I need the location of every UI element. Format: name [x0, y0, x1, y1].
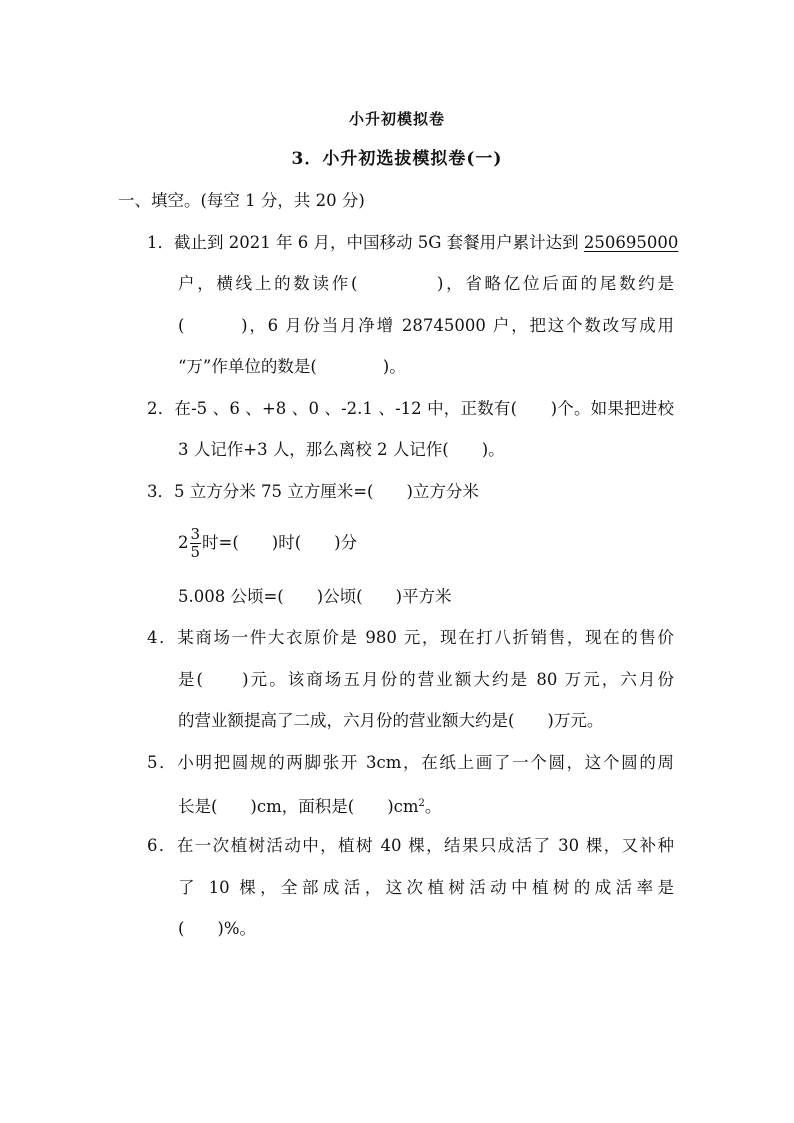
section-heading: 一、填空。(每空 1 分，共 20 分) — [118, 191, 365, 210]
exam-series-title: 小升初模拟卷 — [348, 110, 445, 128]
q1-line-3: ( )，6 月份当月净增 28745000 户，把这个数改写成用 — [178, 316, 674, 335]
fraction-numerator: 3 — [190, 525, 201, 543]
q3-line-2 — [178, 520, 357, 566]
q6-line-1: 6．在一次植树活动中，植树 40 棵，结果只成活了 30 棵，又补种 — [147, 836, 674, 855]
q5-line-1: 5．小明把圆规的两脚张开 3cm，在纸上画了一个圆，这个圆的周 — [147, 753, 674, 772]
q1-line-4: “万”作单位的数是( )。 — [178, 357, 406, 376]
q4-line-3: 的营业额提高了二成，六月份的营业额大约是( )万元。 — [178, 711, 604, 730]
superscript: 2 — [418, 798, 425, 809]
q3-line-1: 3．5 立方分米 75 立方厘米=( )立方分米 — [147, 482, 479, 501]
q2-line-2: 3 人记作+3 人，那么离校 2 人记作( )。 — [178, 440, 505, 459]
q6-line-3: ( )%。 — [178, 919, 257, 938]
q1-line-2: 户，横线上的数读作( )，省略亿位后面的尾数约是 — [178, 274, 674, 293]
q4-line-1: 4．某商场一件大衣原价是 980 元，现在打八折销售，现在的售价 — [147, 628, 674, 647]
mixed-number-whole: 2 — [178, 533, 189, 552]
q6-line-2: 了 10 棵，全部成活，这次植树活动中植树的成活率是 — [178, 878, 674, 897]
q3-line-2-text: 时=( )时( )分 — [202, 533, 358, 552]
q4-line-2: 是( )元。该商场五月份的营业额大约是 80 万元，六月份 — [178, 670, 674, 689]
q1-underlined-number: 250695000 — [583, 233, 679, 252]
q2-line-1: 2．在-5 、6 、+8 、0 、-2.1 、-12 中，正数有( )个。如果把进校 — [147, 399, 674, 418]
q5-line-2 — [178, 793, 441, 818]
q5-line-2-text: 长是( )cm，面积是( )cm — [178, 797, 419, 816]
q1-line-1 — [147, 232, 678, 254]
q5-line-2-end: 。 — [424, 797, 442, 816]
exam-title: 3．小升初选拔模拟卷(一) — [291, 149, 503, 169]
fraction — [190, 526, 202, 561]
fraction-denominator: 5 — [190, 543, 201, 561]
q1-text: 1．截止到 2021 年 6 月，中国移动 5G 套餐用户累计达到 — [147, 233, 584, 252]
q3-line-3: 5.008 公顷=( )公顷( )平方米 — [178, 587, 452, 606]
